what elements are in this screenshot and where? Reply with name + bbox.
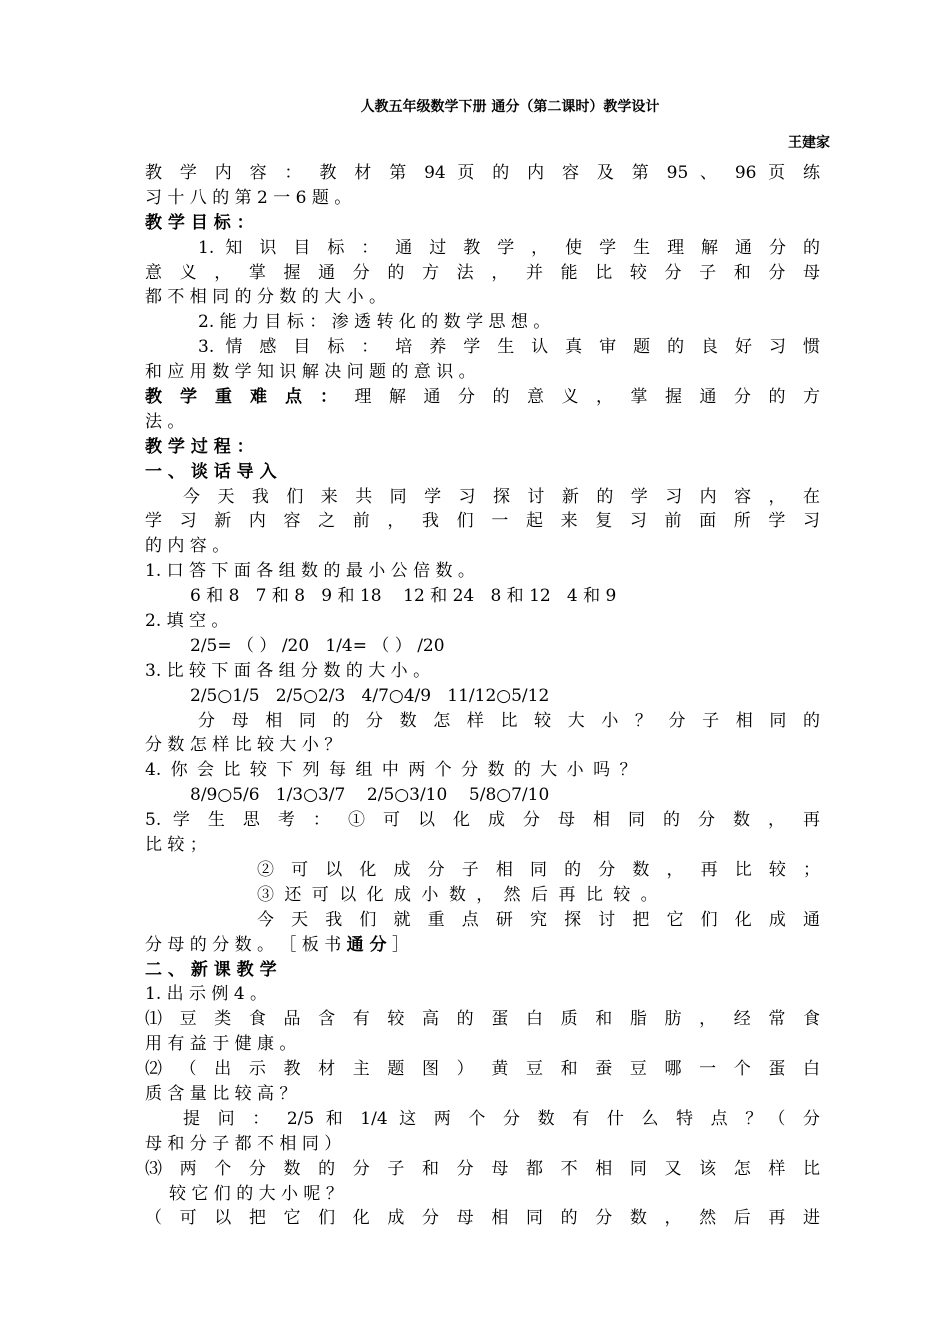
text-line: 今 天 我 们 就 重 点 研 究 探 讨 把 它 们 化 成 通 bbox=[257, 909, 820, 930]
text-line: 1. 知 识 目 标 ： 通 过 教 学 ， 使 学 生 理 解 通 分 的 bbox=[198, 237, 820, 258]
text-line: 分 数 怎 样 比 较 大 小 ？ bbox=[145, 735, 342, 756]
text-line: 2/5○1/5 2/5○2/3 4/7○4/9 11/12○5/12 bbox=[190, 685, 550, 706]
text-line: 和 应 用 数 学 知 识 解 决 问 题 的 意 识 。 bbox=[145, 362, 476, 383]
text-line: 1. 口 答 下 面 各 组 数 的 最 小 公 倍 数 。 bbox=[145, 561, 475, 582]
document-title: 人教五年级数学下册 通分（第二课时）教学设计 bbox=[360, 99, 660, 115]
text-line: 今 天 我 们 来 共 同 学 习 探 讨 新 的 学 习 内 容 ， 在 bbox=[183, 486, 820, 507]
text-line: 提 问 ： 2/5 和 1/4 这 两 个 分 数 有 什 么 特 点 ？（ 分 bbox=[183, 1108, 820, 1129]
text-line: ⑶ 两 个 分 数 的 分 子 和 分 母 都 不 相 同 又 该 怎 样 比 bbox=[145, 1158, 820, 1179]
board-heading: 通 分 bbox=[346, 934, 387, 955]
text-line: 学 习 新 内 容 之 前 ， 我 们 一 起 来 复 习 前 面 所 学 习 bbox=[145, 511, 820, 532]
text-line: 3. 比 较 下 面 各 组 分 数 的 大 小 。 bbox=[145, 660, 431, 681]
text-line: 4. 你 会 比 较 下 列 每 组 中 两 个 分 数 的 大 小 吗 ？ bbox=[145, 760, 637, 781]
section-heading: 教 学 目 标 ： bbox=[145, 212, 254, 233]
text-line: 意 义 ， 掌 握 通 分 的 方 法 ， 并 能 比 较 分 子 和 分 母 bbox=[145, 262, 820, 283]
text-line: 较 它 们 的 大 小 呢 ？ bbox=[169, 1183, 343, 1204]
text-line: 母 和 分 子 都 不 相 同 ） bbox=[145, 1133, 342, 1154]
text-line: 1. 出 示 例 4 。 bbox=[145, 984, 268, 1005]
text-line: 6 和 8 7 和 8 9 和 18 12 和 24 8 和 12 4 和 9 bbox=[190, 586, 617, 607]
text-line: 3. 情 感 目 标 ： 培 养 学 生 认 真 审 题 的 良 好 习 惯 bbox=[198, 337, 820, 358]
document-body bbox=[145, 161, 820, 1231]
text-line: （ 可 以 把 它 们 化 成 分 母 相 同 的 分 数 ， 然 后 再 进 bbox=[145, 1208, 820, 1229]
text-line: 5. 学 生 思 考 ： ① 可 以 化 成 分 母 相 同 的 分 数 ， 再 bbox=[145, 810, 820, 831]
text-line: 法 。 bbox=[145, 411, 185, 432]
text-line: 都 不 相 同 的 分 数 的 大 小 。 bbox=[145, 287, 387, 308]
text-line: 2. 能 力 目 标 ： 渗 透 转 化 的 数 学 思 想 。 bbox=[198, 312, 551, 333]
text-line: ⑴ 豆 类 食 品 含 有 较 高 的 蛋 白 质 和 脂 肪 ， 经 常 食 bbox=[145, 1009, 820, 1030]
text-line: 比 较 ； bbox=[145, 835, 207, 856]
section-heading: 一 、 谈 话 导 入 bbox=[145, 461, 277, 482]
section-heading: 教 学 过 程 ： bbox=[145, 436, 254, 457]
text-line: 习 十 八 的 第 2 一 6 题 。 bbox=[145, 187, 352, 208]
text-line: 教 学 重 难 点 ： 理 解 通 分 的 意 义 ， 掌 握 通 分 的 方 bbox=[145, 387, 821, 408]
text-line: ③ 还 可 以 化 成 小 数 ， 然 后 再 比 较 。 bbox=[257, 884, 658, 905]
text-line: 8/9○5/6 1/3○3/7 2/5○3/10 5/8○7/10 bbox=[190, 785, 550, 806]
text-line: 教 学 内 容 ： 教 材 第 94 页 的 内 容 及 第 95 、 96 页 练 bbox=[145, 163, 820, 183]
text-line: 分 母 的 分 数 。 ［ 板 书 通 分 ］ bbox=[145, 934, 409, 955]
text-line: 用 有 益 于 健 康 。 bbox=[145, 1034, 297, 1055]
text-line: 分 母 相 同 的 分 数 怎 样 比 较 大 小 ？ 分 子 相 同 的 bbox=[198, 710, 820, 731]
text-line: 质 含 量 比 较 高 ？ bbox=[145, 1083, 297, 1104]
text-line: 2/5= （ ） /20 1/4= （ ） /20 bbox=[190, 635, 445, 656]
text-line: ⑵ （ 出 示 教 材 主 题 图 ） 黄 豆 和 蚕 豆 哪 一 个 蛋 白 bbox=[145, 1059, 820, 1080]
text-line: ② 可 以 化 成 分 子 相 同 的 分 数 ， 再 比 较 ； bbox=[257, 859, 820, 880]
section-heading: 二 、 新 课 教 学 bbox=[145, 959, 277, 980]
text-line: 2. 填 空 。 bbox=[145, 611, 229, 632]
text-line: 的 内 容 。 bbox=[145, 536, 230, 557]
document-author: 王建家 bbox=[788, 135, 830, 151]
